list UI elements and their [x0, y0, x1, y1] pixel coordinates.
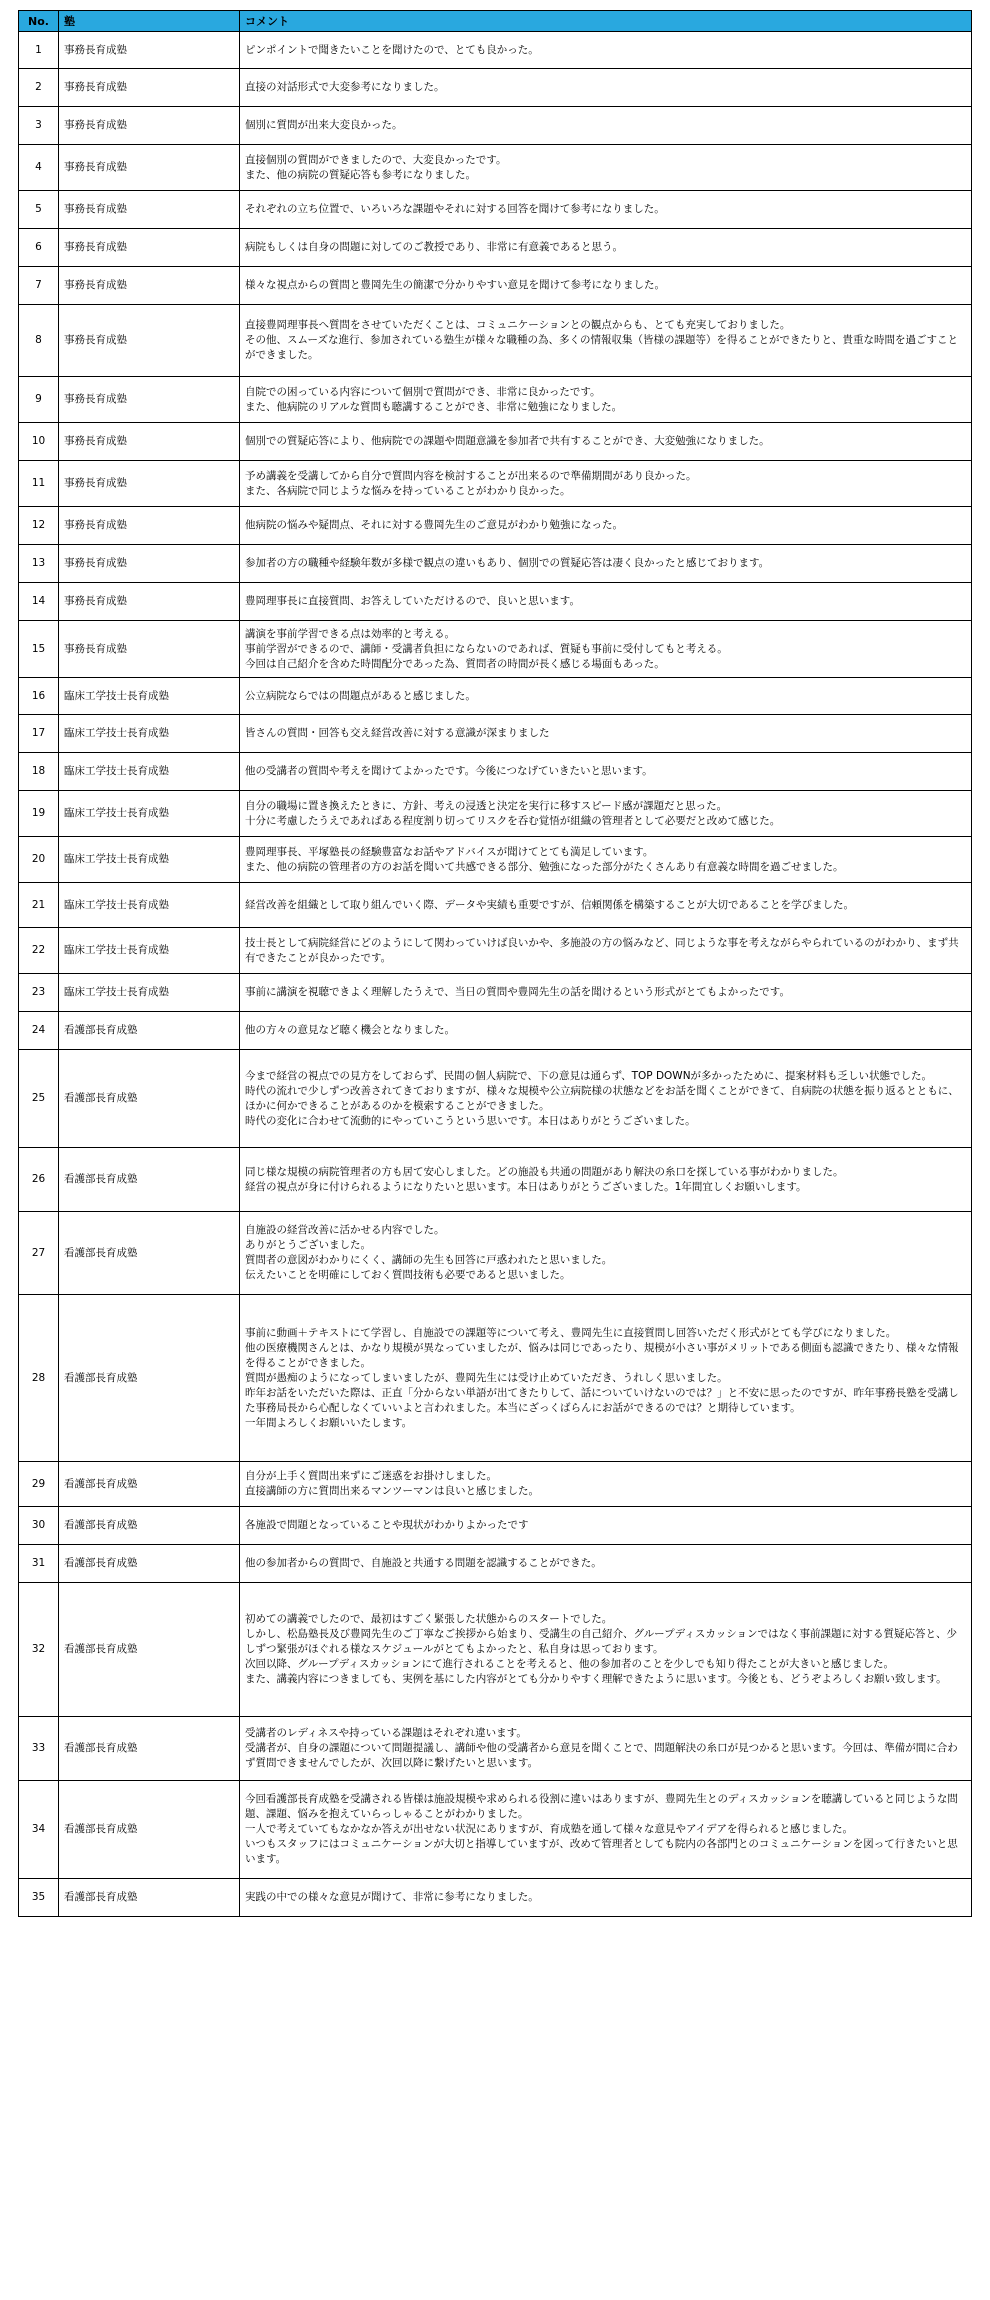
comment-line: 技士長として病院経営にどのようにして関わっていけば良いかや、多施設の方の悩みなど、同じような事を考えながらやられているのがわかり、まず共有できたことが良かったです。 [245, 936, 959, 964]
table-row [19, 1050, 972, 1148]
comment-line: 個別での質疑応答により、他病院での課題や問題意識を参加者で共有することができ、大変勉強になりました。 [245, 435, 770, 447]
row-juku: 臨床工学技士長育成塾 [59, 928, 240, 974]
table-row [19, 753, 972, 791]
table-row [19, 1462, 972, 1507]
row-number: 19 [19, 791, 59, 837]
row-comment [240, 583, 972, 621]
row-juku: 看護部長育成塾 [59, 1148, 240, 1212]
comment-line: 直接講師の方に質問出来るマンツーマンは良いと感じました。 [245, 1485, 539, 1497]
comment-line: 受講者のレディネスや持っている課題はそれぞれ違います。 [245, 1727, 527, 1739]
comment-line: 事前学習ができるので、講師・受講者負担にならないのであれば、質疑も事前に受付してもと考える。 [245, 642, 728, 655]
comment-line: 経営の視点が身に付けられるようになりたいと思います。本日はありがとうございました。1年間宜しくお願いします。 [245, 1180, 807, 1193]
row-juku: 看護部長育成塾 [59, 1050, 240, 1148]
comment-line: ありがとうございました。 [245, 1239, 371, 1251]
comment-line: 経営改善を組織として取り組んでいく際、データや実績も重要ですが、信頼関係を構築することが大切であることを学びました。 [245, 898, 854, 911]
row-juku: 看護部長育成塾 [59, 1879, 240, 1917]
row-juku: 看護部長育成塾 [59, 1212, 240, 1295]
row-juku: 看護部長育成塾 [59, 1717, 240, 1781]
row-juku: 事務長育成塾 [59, 69, 240, 107]
row-comment [240, 753, 972, 791]
row-number: 26 [19, 1148, 59, 1212]
table-row [19, 928, 972, 974]
comment-line: 今回は自己紹介を含めた時間配分であった為、質問者の時間が長く感じる場面もあった。 [245, 657, 665, 670]
row-comment [240, 1212, 972, 1295]
row-comment [240, 1545, 972, 1583]
comment-line: 自分の職場に置き換えたときに、方針、考えの浸透と決定を実行に移すスピード感が課題だと思った。 [245, 799, 728, 812]
table-row [19, 1879, 972, 1917]
comment-line: 次回以降、グループディスカッションにて進行されることを考えると、他の参加者のことを少しでも知り得たことが大きいと感じました。 [245, 1658, 895, 1670]
row-juku: 臨床工学技士長育成塾 [59, 883, 240, 928]
comment-line: 受講者が、自身の課題について問題提議し、講師や他の受講者から意見を聞くことで、問題解決の糸口が見つかると思います。今回は、準備が間に合わず質問できませんでしたが、次回以降に繋げたいと思います。 [245, 1742, 958, 1769]
row-comment [240, 507, 972, 545]
row-comment [240, 974, 972, 1012]
table-row [19, 837, 972, 883]
row-juku: 事務長育成塾 [59, 305, 240, 377]
header-no: No. [19, 11, 59, 32]
row-juku: 看護部長育成塾 [59, 1545, 240, 1583]
table-row [19, 1717, 972, 1781]
comment-line: ピンポイントで聞きたいことを聞けたので、とても良かった。 [245, 43, 539, 56]
row-juku: 事務長育成塾 [59, 545, 240, 583]
header-row [19, 11, 972, 32]
comment-line: また、他病院のリアルな質問も聴講することができ、非常に勉強になりました。 [245, 400, 623, 413]
row-number: 35 [19, 1879, 59, 1917]
table-row [19, 377, 972, 423]
row-number: 34 [19, 1781, 59, 1879]
table-row [19, 507, 972, 545]
row-juku: 事務長育成塾 [59, 461, 240, 507]
comment-line: 公立病院ならではの問題点があると感じました。 [245, 689, 476, 702]
row-juku: 看護部長育成塾 [59, 1583, 240, 1717]
comment-line: 実践の中での様々な意見が聞けて、非常に参考になりました。 [245, 1891, 539, 1903]
row-juku: 事務長育成塾 [59, 507, 240, 545]
comment-line: 事前に講演を視聴できよく理解したうえで、当日の質問や豊岡先生の話を聞けるという形式がとてもよかったです。 [245, 986, 790, 998]
table-row [19, 1295, 972, 1462]
row-comment [240, 545, 972, 583]
table-row [19, 1012, 972, 1050]
table-row [19, 423, 972, 461]
row-number: 27 [19, 1212, 59, 1295]
row-juku: 看護部長育成塾 [59, 1295, 240, 1462]
row-number: 33 [19, 1717, 59, 1781]
row-number: 32 [19, 1583, 59, 1717]
table-row [19, 305, 972, 377]
row-number: 18 [19, 753, 59, 791]
row-number: 22 [19, 928, 59, 974]
row-juku: 事務長育成塾 [59, 621, 240, 678]
row-juku: 事務長育成塾 [59, 229, 240, 267]
comment-line: 一年間よろしくお願いいたします。 [245, 1416, 413, 1429]
table-row [19, 545, 972, 583]
table-row [19, 1781, 972, 1879]
row-comment [240, 32, 972, 69]
header-juku: 塾 [59, 11, 240, 32]
row-number: 5 [19, 191, 59, 229]
row-number: 12 [19, 507, 59, 545]
row-comment [240, 191, 972, 229]
comment-line: 皆さんの質問・回答も交え経営改善に対する意識が深まりました [245, 727, 550, 739]
comment-line: いつもスタッフにはコミュニケーションが大切と指導していますが、改めて管理者としても院内の各部門とのコミュニケーションを図って行きたいと思います。 [245, 1838, 958, 1865]
table-row [19, 1545, 972, 1583]
header-comment: コメント [240, 11, 972, 32]
row-comment [240, 305, 972, 377]
row-number: 10 [19, 423, 59, 461]
row-comment [240, 1295, 972, 1462]
row-juku: 臨床工学技士長育成塾 [59, 837, 240, 883]
table-body [19, 32, 972, 1917]
table-row [19, 107, 972, 145]
comment-line: また、各病院で同じような悩みを持っていることがわかり良かった。 [245, 484, 571, 497]
table-row [19, 678, 972, 715]
row-comment [240, 621, 972, 678]
row-number: 6 [19, 229, 59, 267]
row-comment [240, 1050, 972, 1148]
row-juku: 看護部長育成塾 [59, 1012, 240, 1050]
row-comment [240, 1879, 972, 1917]
row-number: 2 [19, 69, 59, 107]
row-juku: 臨床工学技士長育成塾 [59, 974, 240, 1012]
comment-line: 個別に質問が出来大変良かった。 [245, 119, 403, 131]
row-juku: 事務長育成塾 [59, 145, 240, 191]
row-number: 9 [19, 377, 59, 423]
comment-line: また、他の病院の管理者の方のお話を聞いて共感できる部分、勉強になった部分がたくさんあり有意義な時間を過ごせました。 [245, 860, 844, 873]
row-juku: 事務長育成塾 [59, 191, 240, 229]
comment-line: 今回看護部長育成塾を受講される皆様は施設規模や求められる役割に違いはありますが、豊岡先生とのディスカッションを聴講していると同じような問題、課題、悩みを抱えていらっしゃることがわかりました。 [245, 1793, 958, 1820]
row-number: 4 [19, 145, 59, 191]
comment-line: 豊岡理事長、平塚塾長の経験豊富なお話やアドバイスが聞けてとても満足しています。 [245, 845, 654, 858]
row-comment [240, 423, 972, 461]
row-comment [240, 1583, 972, 1717]
comment-line: 十分に考慮したうえであればある程度割り切ってリスクを呑む覚悟が組織の管理者として必要だと改めて感じた。 [245, 814, 781, 827]
row-number: 16 [19, 678, 59, 715]
table-row [19, 191, 972, 229]
row-comment [240, 1148, 972, 1212]
table-row [19, 461, 972, 507]
comment-line: 時代の変化に合わせて流動的にやっていこうという思いです。本日はありがとうございました。 [245, 1114, 696, 1127]
row-number: 31 [19, 1545, 59, 1583]
comment-line: 時代の流れで少しずつ改善されてきておりますが、様々な規模や公立病院様の状態などをお話を聞くことができて、自病院の状態を振り返るとともに、ほかに何かできることがあるのかを模索することができました。 [245, 1084, 959, 1112]
comment-line: 初めての講義でしたので、最初はすごく緊張した状態からのスタートでした。 [245, 1613, 613, 1625]
row-number: 13 [19, 545, 59, 583]
comment-line: 講演を事前学習できる点は効率的と考える。 [245, 627, 455, 640]
row-comment [240, 791, 972, 837]
comment-line: 自院での困っている内容について個別で質問ができ、非常に良かったです。 [245, 385, 601, 398]
comment-line: 事前に動画＋テキストにて学習し、自施設での課題等について考え、豊岡先生に直接質問し回答いただく形式がとても学びになりました。 [245, 1326, 897, 1339]
table-row [19, 1583, 972, 1717]
row-comment [240, 1012, 972, 1050]
comment-line: 他の方々の意見など聴く機会となりました。 [245, 1024, 455, 1036]
row-juku: 臨床工学技士長育成塾 [59, 715, 240, 753]
row-number: 20 [19, 837, 59, 883]
table-row [19, 791, 972, 837]
table-row [19, 69, 972, 107]
comment-line: 他の受講者の質問や考えを聞けてよかったです。今後につなげていきたいと思います。 [245, 765, 653, 777]
table-row [19, 267, 972, 305]
table-row [19, 32, 972, 69]
row-comment [240, 461, 972, 507]
comment-line: 直接の対話形式で大変参考になりました。 [245, 81, 445, 93]
comment-line: 豊岡理事長に直接質問、お答えしていただけるので、良いと思います。 [245, 595, 580, 607]
row-comment [240, 69, 972, 107]
comment-line: 直接豊岡理事長へ質問をさせていただくことは、コミュニケーションとの観点からも、とても充実しておりました。 [245, 319, 791, 331]
row-juku: 事務長育成塾 [59, 107, 240, 145]
comment-line: また、他の病院の質疑応答も参考になりました。 [245, 168, 476, 181]
comment-line: 参加者の方の職種や経験年数が多様で観点の違いもあり、個別での質疑応答は凄く良かったと感じております。 [245, 557, 770, 569]
row-comment [240, 715, 972, 753]
comment-line: 直接個別の質問ができましたので、大変良かったです。 [245, 153, 507, 166]
row-number: 15 [19, 621, 59, 678]
row-number: 1 [19, 32, 59, 69]
comment-table [18, 10, 972, 1917]
comment-line: 同じ様な規模の病院管理者の方も居て安心しました。どの施設も共通の問題があり解決の糸口を探している事がわかりました。 [245, 1165, 844, 1178]
row-juku: 事務長育成塾 [59, 32, 240, 69]
row-number: 8 [19, 305, 59, 377]
comment-line: その他、スムーズな進行、参加されている塾生が様々な職種の為、多くの情報収集（皆様の課題等）を得ることができたりと、貴重な時間を過ごすことができました。 [245, 334, 958, 361]
row-number: 28 [19, 1295, 59, 1462]
table-row [19, 621, 972, 678]
table-row [19, 229, 972, 267]
comment-line: それぞれの立ち位置で、いろいろな課題やそれに対する回答を聞けて参考になりました。 [245, 203, 665, 215]
row-number: 21 [19, 883, 59, 928]
row-juku: 臨床工学技士長育成塾 [59, 791, 240, 837]
comment-line: 他の医療機関さんとは、かなり規模が異なっていましたが、悩みは同じであったり、規模が小さい事がメリットである側面も認識できたり、様々な情報を得ることができました。 [245, 1341, 959, 1369]
comment-line: 各施設で問題となっていることや現状がわかりよかったです [245, 1519, 529, 1531]
row-number: 29 [19, 1462, 59, 1507]
row-juku: 看護部長育成塾 [59, 1507, 240, 1545]
comment-line: 昨年お話をいただいた際は、正直「分からない単語が出てきたりして、話についていけないのでは？」と不安に思ったのですが、昨年事務長塾を受講した事務局長から心配しなくていいよと言われました。本当にざっくばらんにお話ができるのでは？と期待しています。 [245, 1386, 959, 1414]
comment-line: 自分が上手く質問出来ずにご迷惑をお掛けしました。 [245, 1470, 497, 1482]
table-row [19, 974, 972, 1012]
comment-line: 質問が愚痴のようになってしまいましたが、豊岡先生には受け止めていただき、うれしく思いました。 [245, 1371, 728, 1384]
row-comment [240, 1462, 972, 1507]
row-juku: 事務長育成塾 [59, 377, 240, 423]
table-row [19, 1148, 972, 1212]
comment-line: 自施設の経営改善に活かせる内容でした。 [245, 1224, 445, 1236]
row-comment [240, 837, 972, 883]
row-comment [240, 1781, 972, 1879]
row-number: 11 [19, 461, 59, 507]
row-comment [240, 1507, 972, 1545]
row-comment [240, 377, 972, 423]
comment-line: 一人で考えていてもなかなか答えが出せない状況にありますが、育成塾を通して様々な意見やアイデアを得られると感じました。 [245, 1823, 854, 1835]
comment-line: 今まで経営の視点での見方をしておらず、民間の個人病院で、下の意見は通らず、TOP DOWNが多かったために、提案材料も乏しい状態でした。 [245, 1069, 933, 1082]
row-comment [240, 928, 972, 974]
row-number: 14 [19, 583, 59, 621]
comment-line: また、講義内容につきましても、実例を基にした内容がとても分かりやすく理解できたように思います。今後とも、どうぞよろしくお願い致します。 [245, 1673, 947, 1685]
row-juku: 事務長育成塾 [59, 267, 240, 305]
comment-line: 伝えたいことを明確にしておく質問技術も必要であると思いました。 [245, 1269, 571, 1281]
row-juku: 看護部長育成塾 [59, 1462, 240, 1507]
table-row [19, 145, 972, 191]
row-juku: 臨床工学技士長育成塾 [59, 753, 240, 791]
row-comment [240, 1717, 972, 1781]
row-comment [240, 229, 972, 267]
row-juku: 看護部長育成塾 [59, 1781, 240, 1879]
row-juku: 事務長育成塾 [59, 583, 240, 621]
comment-line: 病院もしくは自身の問題に対してのご教授であり、非常に有意義であると思う。 [245, 241, 623, 253]
comment-line: 様々な視点からの質問と豊岡先生の簡潔で分かりやすい意見を聞けて参考になりました。 [245, 279, 665, 291]
table-row [19, 1507, 972, 1545]
row-comment [240, 883, 972, 928]
comment-line: 予め講義を受講してから自分で質問内容を検討することが出来るので準備期間があり良かった。 [245, 469, 697, 482]
row-comment [240, 107, 972, 145]
comment-line: 質問者の意図がわかりにくく、講師の先生も回答に戸惑われたと思いました。 [245, 1254, 613, 1266]
row-number: 17 [19, 715, 59, 753]
row-number: 30 [19, 1507, 59, 1545]
row-number: 25 [19, 1050, 59, 1148]
comment-line: 他の参加者からの質問で、自施設と共通する問題を認識することができた。 [245, 1557, 602, 1569]
row-juku: 事務長育成塾 [59, 423, 240, 461]
row-comment [240, 678, 972, 715]
table-row [19, 883, 972, 928]
row-number: 23 [19, 974, 59, 1012]
table-row [19, 583, 972, 621]
row-number: 7 [19, 267, 59, 305]
comment-line: しかし、松島塾長及び豊岡先生のご丁寧なご挨拶から始まり、受講生の自己紹介、グループディスカッションではなく事前課題に対する質疑応答と、少しずつ緊張がほぐれる様なスケジュールがとてもよかったと、私自身は思っております。 [245, 1628, 958, 1655]
comment-line: 他病院の悩みや疑問点、それに対する豊岡先生のご意見がわかり勉強になった。 [245, 519, 623, 531]
row-comment [240, 267, 972, 305]
table-row [19, 715, 972, 753]
table-row [19, 1212, 972, 1295]
row-number: 24 [19, 1012, 59, 1050]
row-number: 3 [19, 107, 59, 145]
row-juku: 臨床工学技士長育成塾 [59, 678, 240, 715]
row-comment [240, 145, 972, 191]
